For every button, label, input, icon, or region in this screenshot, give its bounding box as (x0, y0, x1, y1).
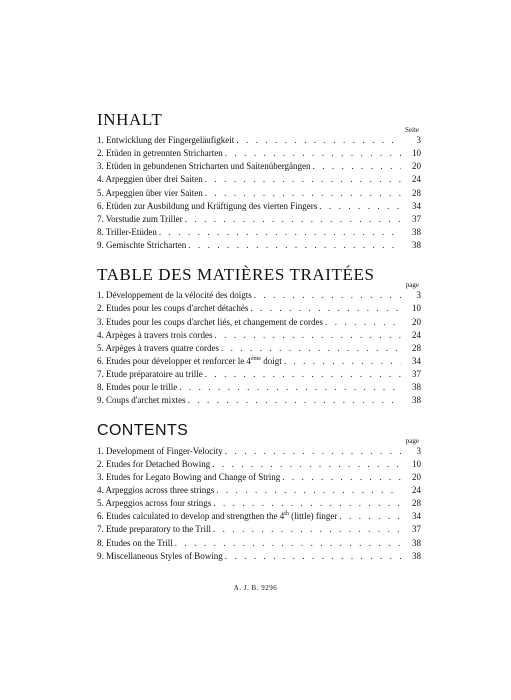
dot-leader (185, 213, 401, 226)
entry-title: 7. Vorstudie zum Triller (97, 213, 183, 224)
entry-page-number: 38 (412, 240, 421, 251)
dot-leader (213, 497, 401, 510)
toc-entry (97, 523, 421, 536)
section-table-des-matieres (97, 265, 421, 407)
entry-title: 5. Arpeggios across four strings (97, 498, 212, 509)
entry-title: 8. Etudes pour le trille (97, 382, 178, 393)
entry-page-number: 38 (412, 537, 421, 548)
entry-page-number: 37 (412, 213, 421, 224)
entry-title: 4. Arpeggien über drei Saiten (97, 174, 203, 185)
toc-entry (97, 200, 421, 213)
toc-entry (97, 226, 421, 239)
entry-title-text: 6. Etudes calculated to develop and strengthen the 4 (97, 511, 285, 522)
toc-entry (97, 213, 421, 226)
entry-page-number: 10 (412, 303, 421, 314)
page-column-header-contents: page (405, 436, 419, 445)
dot-leader (325, 316, 401, 329)
dot-leader (159, 226, 401, 239)
plate-number-footer: A. J. B. 9296 (233, 584, 278, 592)
toc-entry (97, 381, 421, 394)
entry-title: 7. Etude préparatoire au trille (97, 369, 203, 380)
toc-entry (97, 510, 421, 523)
toc-entry (97, 302, 421, 315)
entry-title: 6. Etüden zur Ausbildung und Kräftigung des vierten Fingers (97, 200, 318, 211)
dot-leader (214, 329, 401, 342)
dot-leader (221, 342, 401, 355)
dot-leader (236, 134, 401, 147)
section-title-table-des-matieres: TABLE DES MATIÈRES TRAITÉES (97, 265, 375, 285)
entry-title: 4. Arpeggios across three strings (97, 484, 215, 495)
toc-entry (97, 550, 421, 563)
entry-title: 1. Développement de la vélocité des doigts (97, 290, 252, 301)
dot-leader (225, 550, 401, 563)
entry-title: 1. Entwicklung der Fingergeläufigkeit (97, 135, 235, 145)
entry-title: 1. Development of Finger-Velocity (97, 445, 223, 456)
toc-entry (97, 147, 421, 160)
toc-entry (97, 537, 421, 550)
entry-page-number: 38 (412, 395, 421, 406)
entry-title: 2. Etudes pour les coups d'archet détachés (97, 303, 249, 314)
entry-title: 4. Arpèges à travers trois cordes (97, 329, 213, 340)
entry-title: 3. Etüden in gebundenen Stricharten und Saitenübergängen (97, 161, 311, 172)
toc-entry (97, 329, 421, 342)
dot-leader (282, 471, 401, 484)
dot-leader (225, 147, 401, 160)
entry-page-number: 20 (412, 316, 421, 327)
entry-page-number: 10 (412, 148, 421, 159)
entry-page-number: 28 (412, 187, 421, 198)
dot-leader (216, 484, 401, 497)
entry-title: 2. Etudes for Detached Bowing (97, 458, 211, 469)
entry-list-inhalt (97, 134, 421, 252)
toc-entry (97, 458, 421, 471)
section-contents (97, 421, 421, 563)
toc-entry (97, 445, 421, 458)
entry-list-table (97, 289, 421, 407)
entry-title-text-end: doigt (260, 355, 282, 366)
entry-page-number: 38 (412, 550, 421, 561)
dot-leader (175, 537, 401, 550)
dot-leader (225, 445, 401, 458)
dot-leader (339, 510, 401, 523)
toc-entry (97, 484, 421, 497)
entry-page-number: 20 (412, 161, 421, 172)
dot-leader (254, 289, 401, 302)
entry-title (97, 355, 284, 368)
entry-title: 2. Etüden in getrennten Stricharten (97, 148, 223, 159)
entry-page-number: 38 (412, 226, 421, 237)
toc-entry (97, 289, 421, 302)
entry-page-number: 34 (412, 200, 421, 211)
entry-page-number: 24 (412, 484, 421, 495)
entry-title: 8. Etudes on the Trill (97, 537, 173, 548)
dot-leader (188, 239, 401, 252)
entry-title: 3. Etudes for Legato Bowing and Change of String (97, 471, 281, 482)
entry-page-number: 20 (412, 471, 421, 482)
entry-title: 8. Triller-Etüden (97, 226, 157, 237)
dot-leader (205, 368, 401, 381)
toc-entry (97, 160, 421, 173)
entry-page-number: 34 (412, 511, 421, 522)
dot-leader (319, 200, 401, 213)
ordinal-superscript: ème (250, 355, 261, 362)
entry-title: 5. Arpeggien über vier Saiten (97, 187, 203, 198)
dot-leader (284, 355, 401, 368)
entry-title: 9. Gemischte Stricharten (97, 240, 187, 251)
toc-entry (97, 173, 421, 186)
toc-entry (97, 497, 421, 510)
entry-page-number: 28 (412, 342, 421, 353)
entry-title (97, 510, 339, 523)
section-title-inhalt: INHALT (97, 110, 163, 129)
dot-leader (313, 160, 401, 173)
toc-entry (97, 239, 421, 252)
entry-title: 9. Miscellaneous Styles of Bowing (97, 550, 223, 561)
entry-page-number: 3 (416, 290, 421, 301)
entry-title: 7. Etude preparatory to the Trill (97, 524, 211, 535)
entry-title: 9. Coups d'archet mixtes (97, 395, 186, 406)
entry-page-number: 3 (416, 445, 421, 456)
page-column-header-inhalt: Seite (405, 126, 419, 134)
entry-page-number: 3 (416, 135, 421, 145)
ordinal-superscript: th (284, 511, 289, 518)
entry-page-number: 24 (412, 329, 421, 340)
entry-page-number: 37 (412, 524, 421, 535)
toc-entry (97, 342, 421, 355)
entry-page-number: 28 (412, 498, 421, 509)
toc-entry (97, 187, 421, 200)
dot-leader (179, 381, 401, 394)
toc-entry (97, 316, 421, 329)
toc-entry (97, 368, 421, 381)
entry-page-number: 34 (412, 355, 421, 366)
entry-title: 5. Arpèges à travers quatre cordes (97, 342, 219, 353)
entry-page-number: 38 (412, 382, 421, 393)
section-title-contents: CONTENTS (97, 421, 189, 439)
toc-entry (97, 471, 421, 484)
dot-leader (213, 523, 401, 536)
dot-leader (188, 394, 401, 407)
toc-entry (97, 134, 421, 147)
table-of-contents-page (97, 110, 421, 563)
toc-entry (97, 355, 421, 368)
section-inhalt (97, 110, 421, 252)
toc-entry (97, 394, 421, 407)
entry-page-number: 37 (412, 369, 421, 380)
entry-page-number: 10 (412, 458, 421, 469)
dot-leader (205, 187, 401, 200)
page-column-header-table: page (405, 281, 419, 290)
entry-title: 3. Etudes pour les coups d'archet liés, et changement de cordes (97, 316, 324, 327)
dot-leader (212, 458, 401, 471)
entry-title-text: 6. Etudes pour développer et renforcer le 4 (97, 355, 251, 366)
entry-title-text-end: (little) finger (288, 511, 338, 522)
entry-list-contents (97, 445, 421, 563)
entry-page-number: 24 (412, 174, 421, 185)
dot-leader (250, 302, 401, 315)
dot-leader (205, 173, 401, 186)
